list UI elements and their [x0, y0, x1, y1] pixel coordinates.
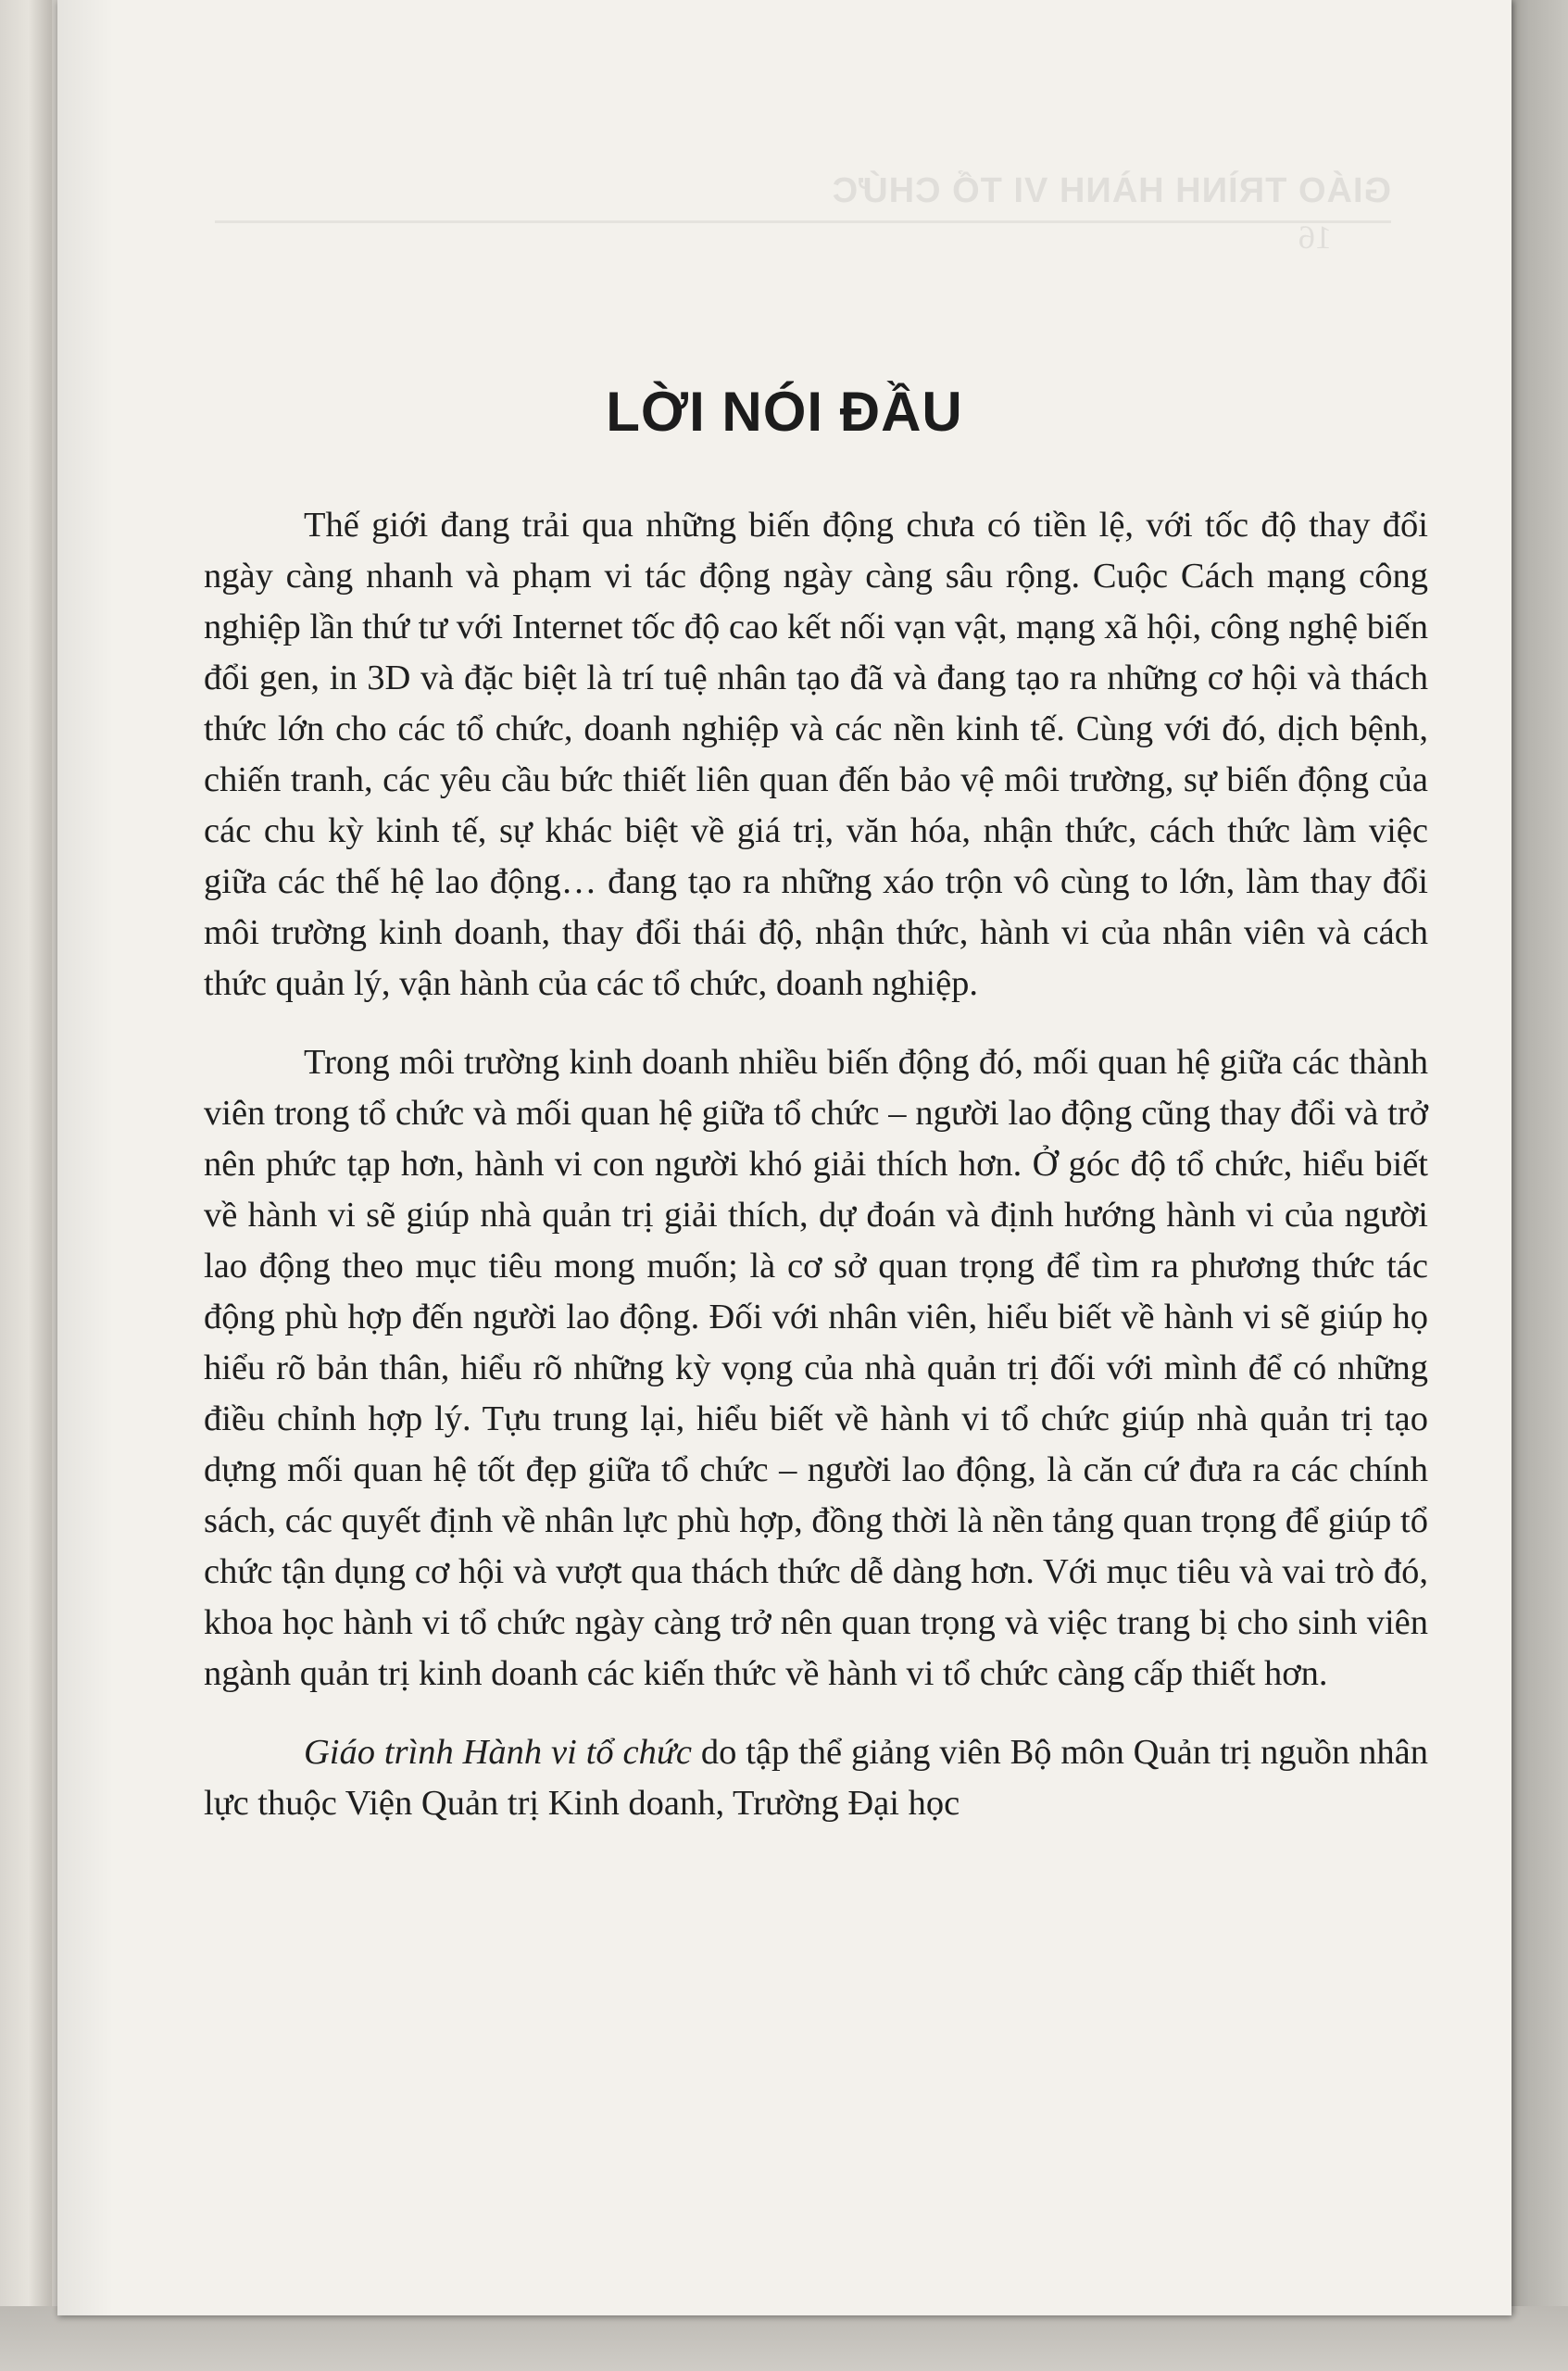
previous-page-edge [0, 0, 52, 2371]
table-surface-right [1503, 0, 1568, 2371]
paragraph-2: Trong môi trường kinh doanh nhiều biến động đó, mối quan hệ giữa các thành viên trong tổ chức và mối quan hệ giữa tổ chức – người lao động cũng thay đổi và trở nên phức tạp hơn, hành vi con người khó giải thích hơn. Ở góc độ tổ chức, hiểu biết về hành vi sẽ giúp nhà quản trị giải thích, dự đoán và định hướng hành vi của người lao động theo mục tiêu mong muốn; là cơ sở quan trọng để tìm ra phương thức tác động phù hợp đến người lao động. Đối với nhân viên, hiểu biết về hành vi sẽ giúp họ hiểu rõ bản thân, hiểu rõ những kỳ vọng của nhà quản trị đối với mình để có những điều chỉnh hợp lý. Tựu trung lại, hiểu biết về hành vi tổ chức giúp nhà quản trị tạo dựng mối quan hệ tốt đẹp giữa tổ chức – người lao động, là căn cứ đưa ra các chính sách, các quyết định về nhân lực phù hợp, đồng thời là nền tảng quan trọng để giúp tổ chức tận dụng cơ hội và vượt qua thách thức dễ dàng hơn. Với mục tiêu và vai trò đó, khoa học hành vi tổ chức ngày càng trở nên quan trọng và việc trang bị cho sinh viên ngành quản trị kinh doanh các kiến thức về hành vi tổ chức càng cấp thiết hơn. [204, 1043, 1428, 1693]
paragraph-3 [204, 1727, 1428, 1829]
page-title: LỜI NÓI ĐẦU [606, 381, 963, 443]
paragraph-1: Thế giới đang trải qua những biến động chưa có tiền lệ, với tốc độ thay đổi ngày càng nhanh và phạm vi tác động ngày càng sâu rộng. Cuộc Cách mạng công nghiệp lần thứ tư với Internet tốc độ cao kết nối vạn vật, mạng xã hội, công nghệ biến đổi gen, in 3D và đặc biệt là trí tuệ nhân tạo đã và đang tạo ra những cơ hội và thách thức lớn cho các tổ chức, doanh nghiệp và các nền kinh tế. Cùng với đó, dịch bệnh, chiến tranh, các yêu cầu bức thiết liên quan đến bảo vệ môi trường, sự biến động của các chu kỳ kinh tế, sự khác biệt về giá trị, văn hóa, nhận thức, cách thức làm việc giữa các thế hệ lao động… đang tạo ra những xáo trộn vô cùng to lớn, làm thay đổi môi trường kinh doanh, thay đổi thái độ, nhận thức, hành vi của nhân viên và cách thức quản lý, vận hành của các tổ chức, doanh nghiệp. [204, 506, 1428, 1003]
bleed-through-page-number: 16 [1298, 219, 1332, 256]
body-text [204, 500, 1428, 1857]
table-surface-bottom [0, 2306, 1568, 2371]
paragraph-3-text: do tập thể giảng viên Bộ môn Quản trị nguồn nhân lực thuộc Viện Quản trị Kinh doanh, Trường Đại học [204, 1733, 1428, 1823]
bleed-through-header: GIÁO TRÌNH HÀNH VI TỔ CHỨC [215, 171, 1391, 223]
book-title-italic: Giáo trình Hành vi tổ chức [304, 1733, 692, 1772]
book-page [57, 0, 1512, 2315]
